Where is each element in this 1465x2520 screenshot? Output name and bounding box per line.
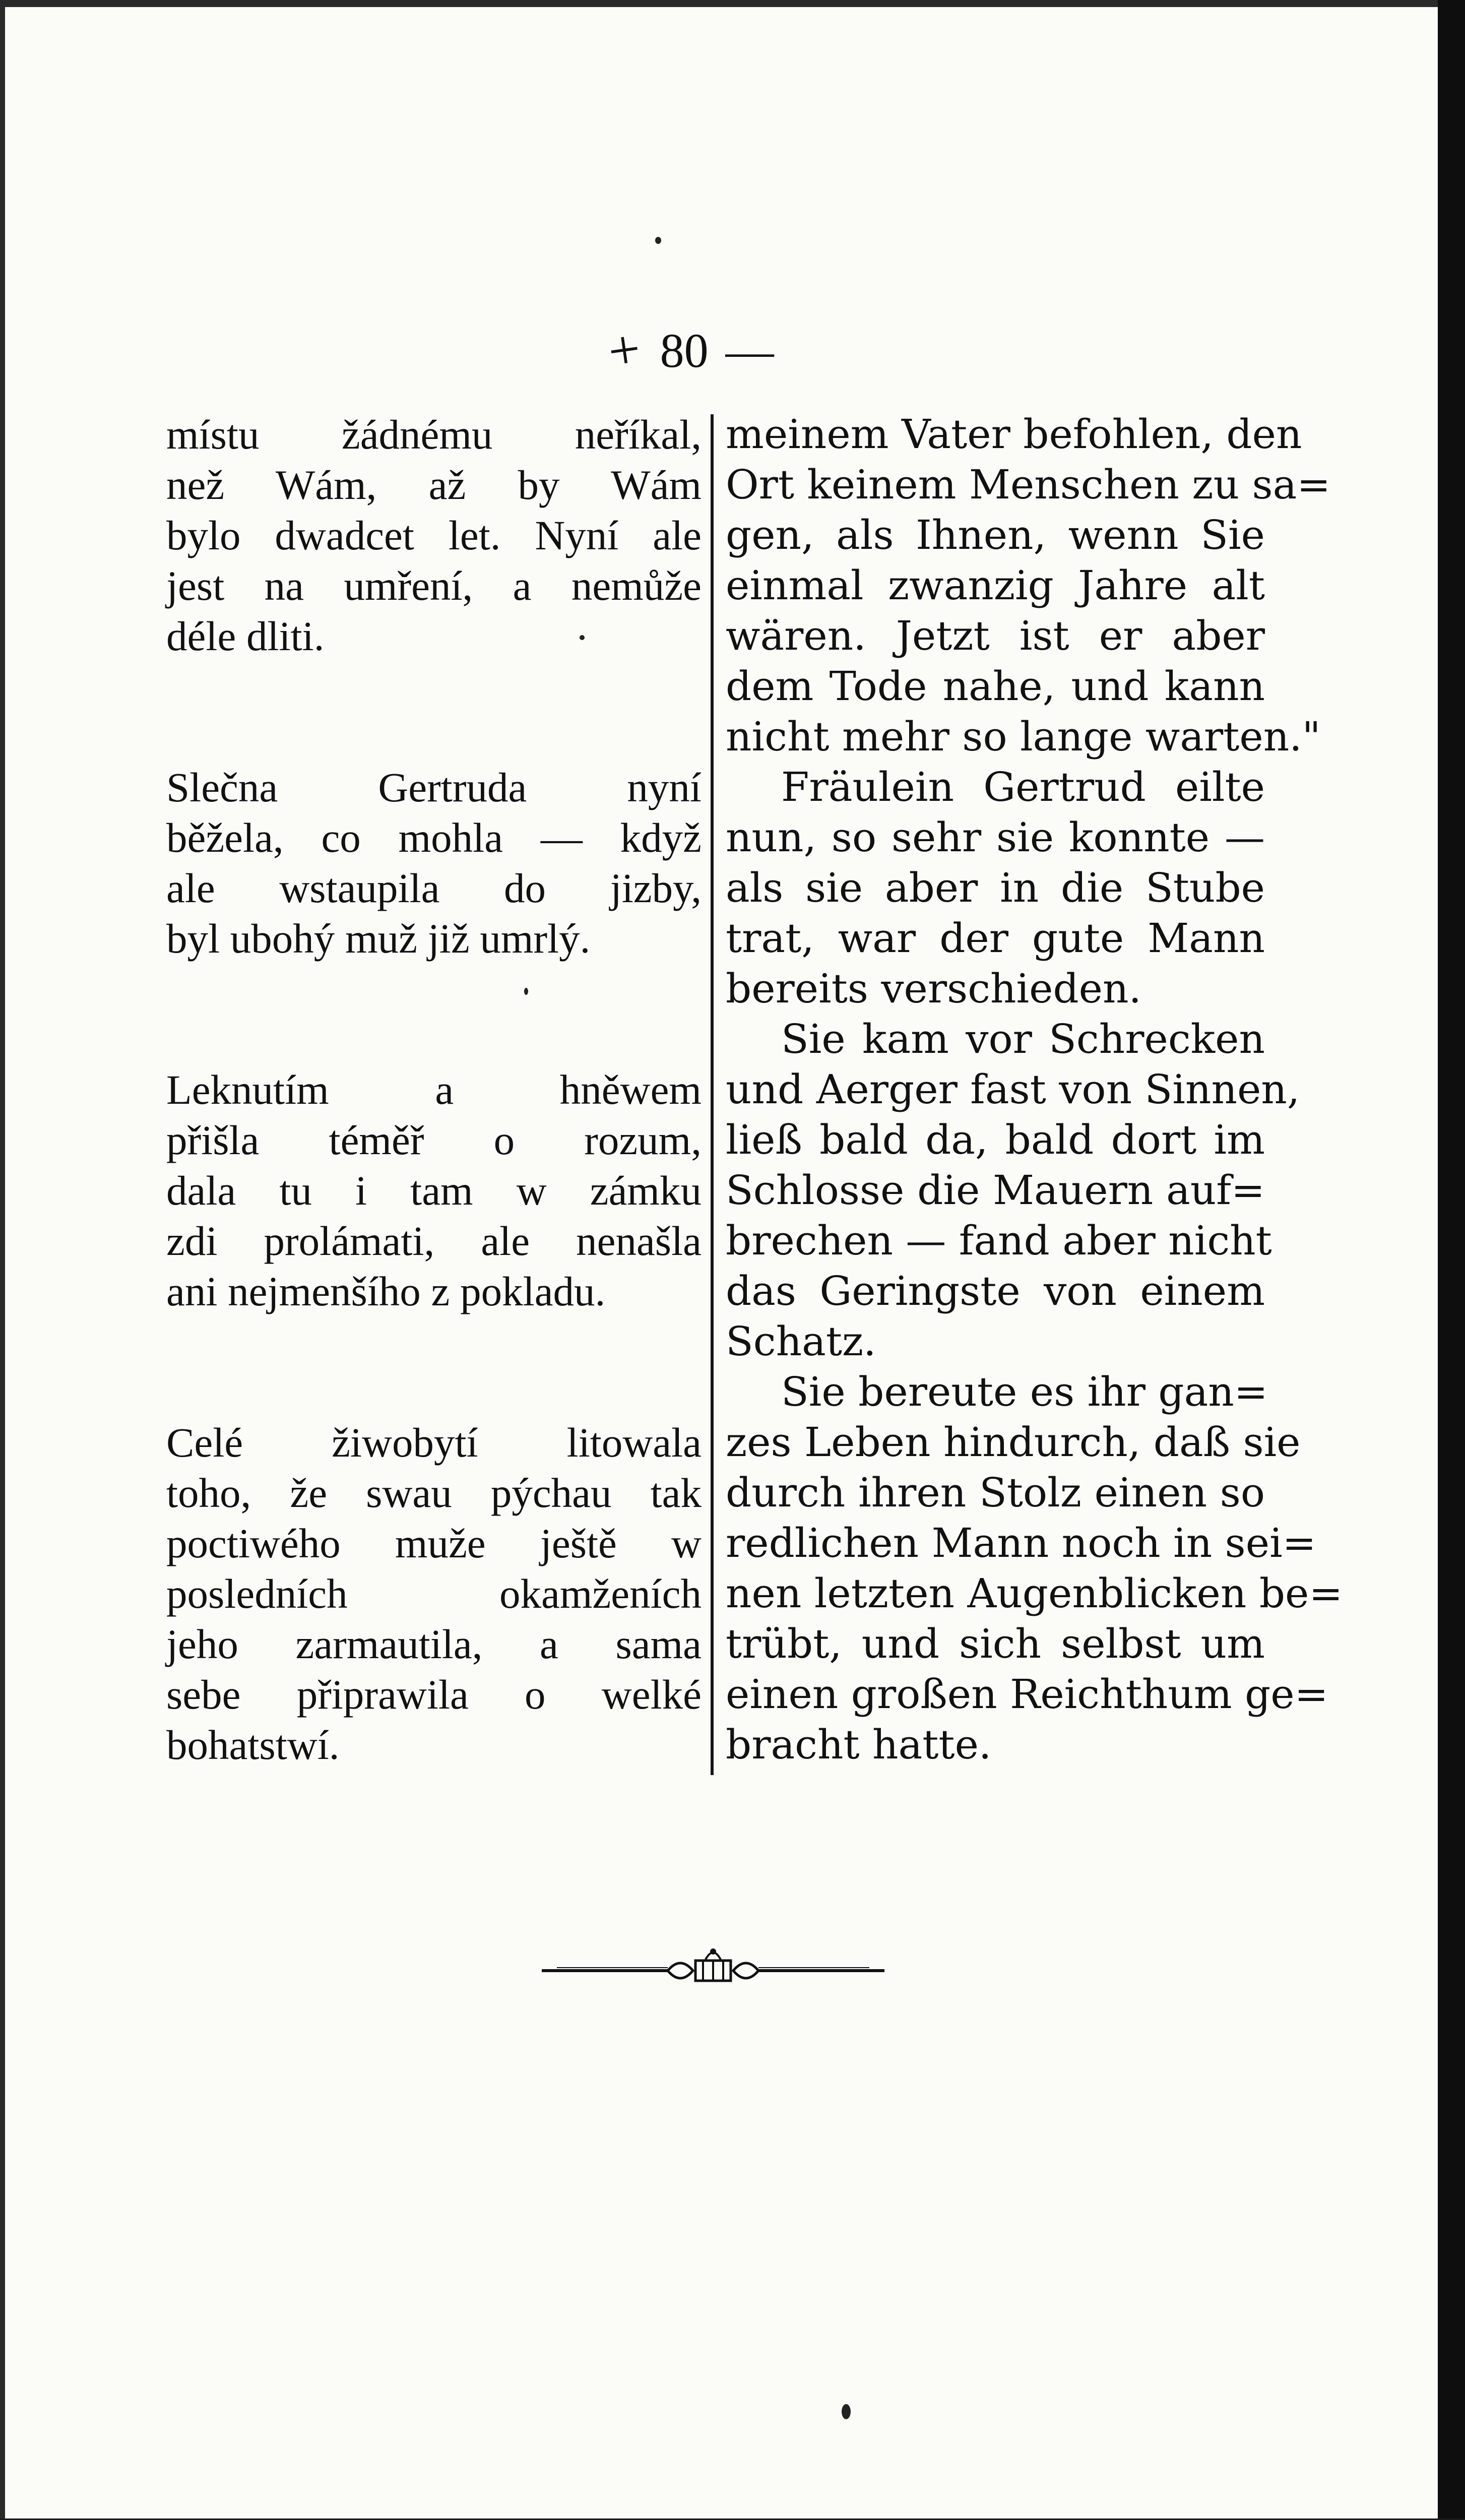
german-text-line: zes Leben hindurch, daß sie [726, 1419, 1301, 1466]
scan-speck [655, 237, 661, 244]
german-text-line: Schlosse die Mauern auf= [726, 1167, 1265, 1214]
scan-top-edge [0, 0, 1465, 7]
german-paragraph [726, 1014, 1300, 1367]
czech-text-line: bylo dwadcet let. Nyní ale [166, 512, 702, 558]
czech-text-line: přišla téměř o rozum, [166, 1117, 702, 1163]
header-mark: + [600, 316, 647, 384]
german-text-line: trübt, und sich selbst um [726, 1620, 1265, 1667]
czech-text-line: bohatstwí. [166, 1722, 340, 1768]
czech-text-line: byl ubohý muž již umrlý. [166, 915, 591, 962]
german-text-line: als sie aber in die Stube [726, 864, 1265, 911]
scan-speck [580, 635, 585, 640]
german-text-line: nicht mehr so lange warten." [726, 713, 1321, 760]
german-text-line: Schatz. [726, 1318, 876, 1365]
german-text-line: meinem Vater befohlen, den [726, 411, 1302, 458]
german-text-line: redlichen Mann noch in sei= [726, 1520, 1316, 1566]
czech-text-line: ani nejmenšího z pokladu. [166, 1268, 606, 1314]
german-text-line: trat, war der gute Mann [726, 915, 1265, 962]
german-text-line: Fräulein Gertrud eilte [781, 764, 1265, 810]
czech-paragraph [166, 762, 702, 964]
end-ornament [542, 1940, 884, 2001]
german-text-line: und Aerger fast von Sinnen, [726, 1066, 1300, 1113]
czech-column [166, 409, 702, 1770]
german-text-line: wären. Jetzt ist er aber [726, 612, 1265, 659]
czech-text-line: místu žádnému neříkal, [166, 411, 702, 458]
german-text-line: Sie kam vor Schrecken [781, 1016, 1265, 1062]
scan-left-edge [0, 0, 5, 2520]
german-text-line: bereits verschieden. [726, 965, 1141, 1012]
page-number: 80 [660, 323, 709, 377]
czech-text-line: zdi prolámati, ale nenašla [166, 1218, 702, 1264]
german-text-line: einmal zwanzig Jahre alt [726, 562, 1265, 609]
german-text-line: bracht hatte. [726, 1721, 992, 1768]
czech-text-line: toho, že swau pýchau tak [166, 1470, 702, 1516]
czech-text-line: Slečna Gertruda nyní [166, 764, 702, 810]
german-text-line: Ort keinem Menschen zu sa= [726, 461, 1331, 508]
german-paragraph [726, 762, 1265, 1014]
czech-text-line: déle dliti. [166, 613, 325, 659]
czech-text-line: posledních okamženích [166, 1570, 702, 1617]
german-text-line: ließ bald da, bald dort im [726, 1116, 1265, 1163]
german-text-line: das Geringste von einem [726, 1268, 1265, 1314]
czech-text-line: dala tu i tam w zámku [166, 1167, 702, 1214]
czech-text-line: Celé žiwobytí litowala [166, 1419, 702, 1466]
scan-speck [524, 988, 528, 995]
column-divider [711, 414, 714, 1775]
german-text-line: dem Tode nahe, und kann [726, 663, 1265, 710]
czech-text-line: než Wám, až by Wám [166, 462, 702, 508]
czech-text-line: sebe připrawila o welké [166, 1671, 702, 1718]
czech-text-line: jeho zarmautila, a sama [166, 1621, 702, 1667]
page-header [600, 316, 837, 384]
german-text-line: nen letzten Augenblicken be= [726, 1570, 1343, 1617]
german-text-line: brechen — fand aber nicht [726, 1217, 1272, 1264]
scan-speck [842, 2404, 851, 2419]
czech-text-line: poctiwého muže ještě w [166, 1520, 702, 1566]
czech-text-line: Leknutím a hněwem [166, 1066, 702, 1113]
german-paragraph [726, 1367, 1343, 1770]
german-column [726, 409, 1343, 1770]
scan-right-edge [1438, 0, 1465, 2520]
czech-text-line: běžela, co mohla — když [166, 814, 702, 861]
german-text-line: durch ihren Stolz einen so [726, 1469, 1265, 1516]
german-text-line: nun, so sehr sie konnte — [726, 814, 1265, 861]
czech-paragraph [166, 1417, 702, 1770]
german-text-line: Sie bereute es ihr gan= [781, 1368, 1268, 1415]
czech-paragraph [166, 1064, 702, 1316]
czech-text-line: ale wstaupila do jizby, [166, 865, 702, 911]
german-text-line: einen großen Reichthum ge= [726, 1671, 1328, 1718]
czech-paragraph [166, 409, 702, 661]
german-paragraph [726, 409, 1331, 762]
czech-text-line: jest na umření, a nemůže [166, 562, 702, 609]
german-text-line: gen, als Ihnen, wenn Sie [726, 512, 1265, 558]
header-dash: — [725, 323, 774, 377]
